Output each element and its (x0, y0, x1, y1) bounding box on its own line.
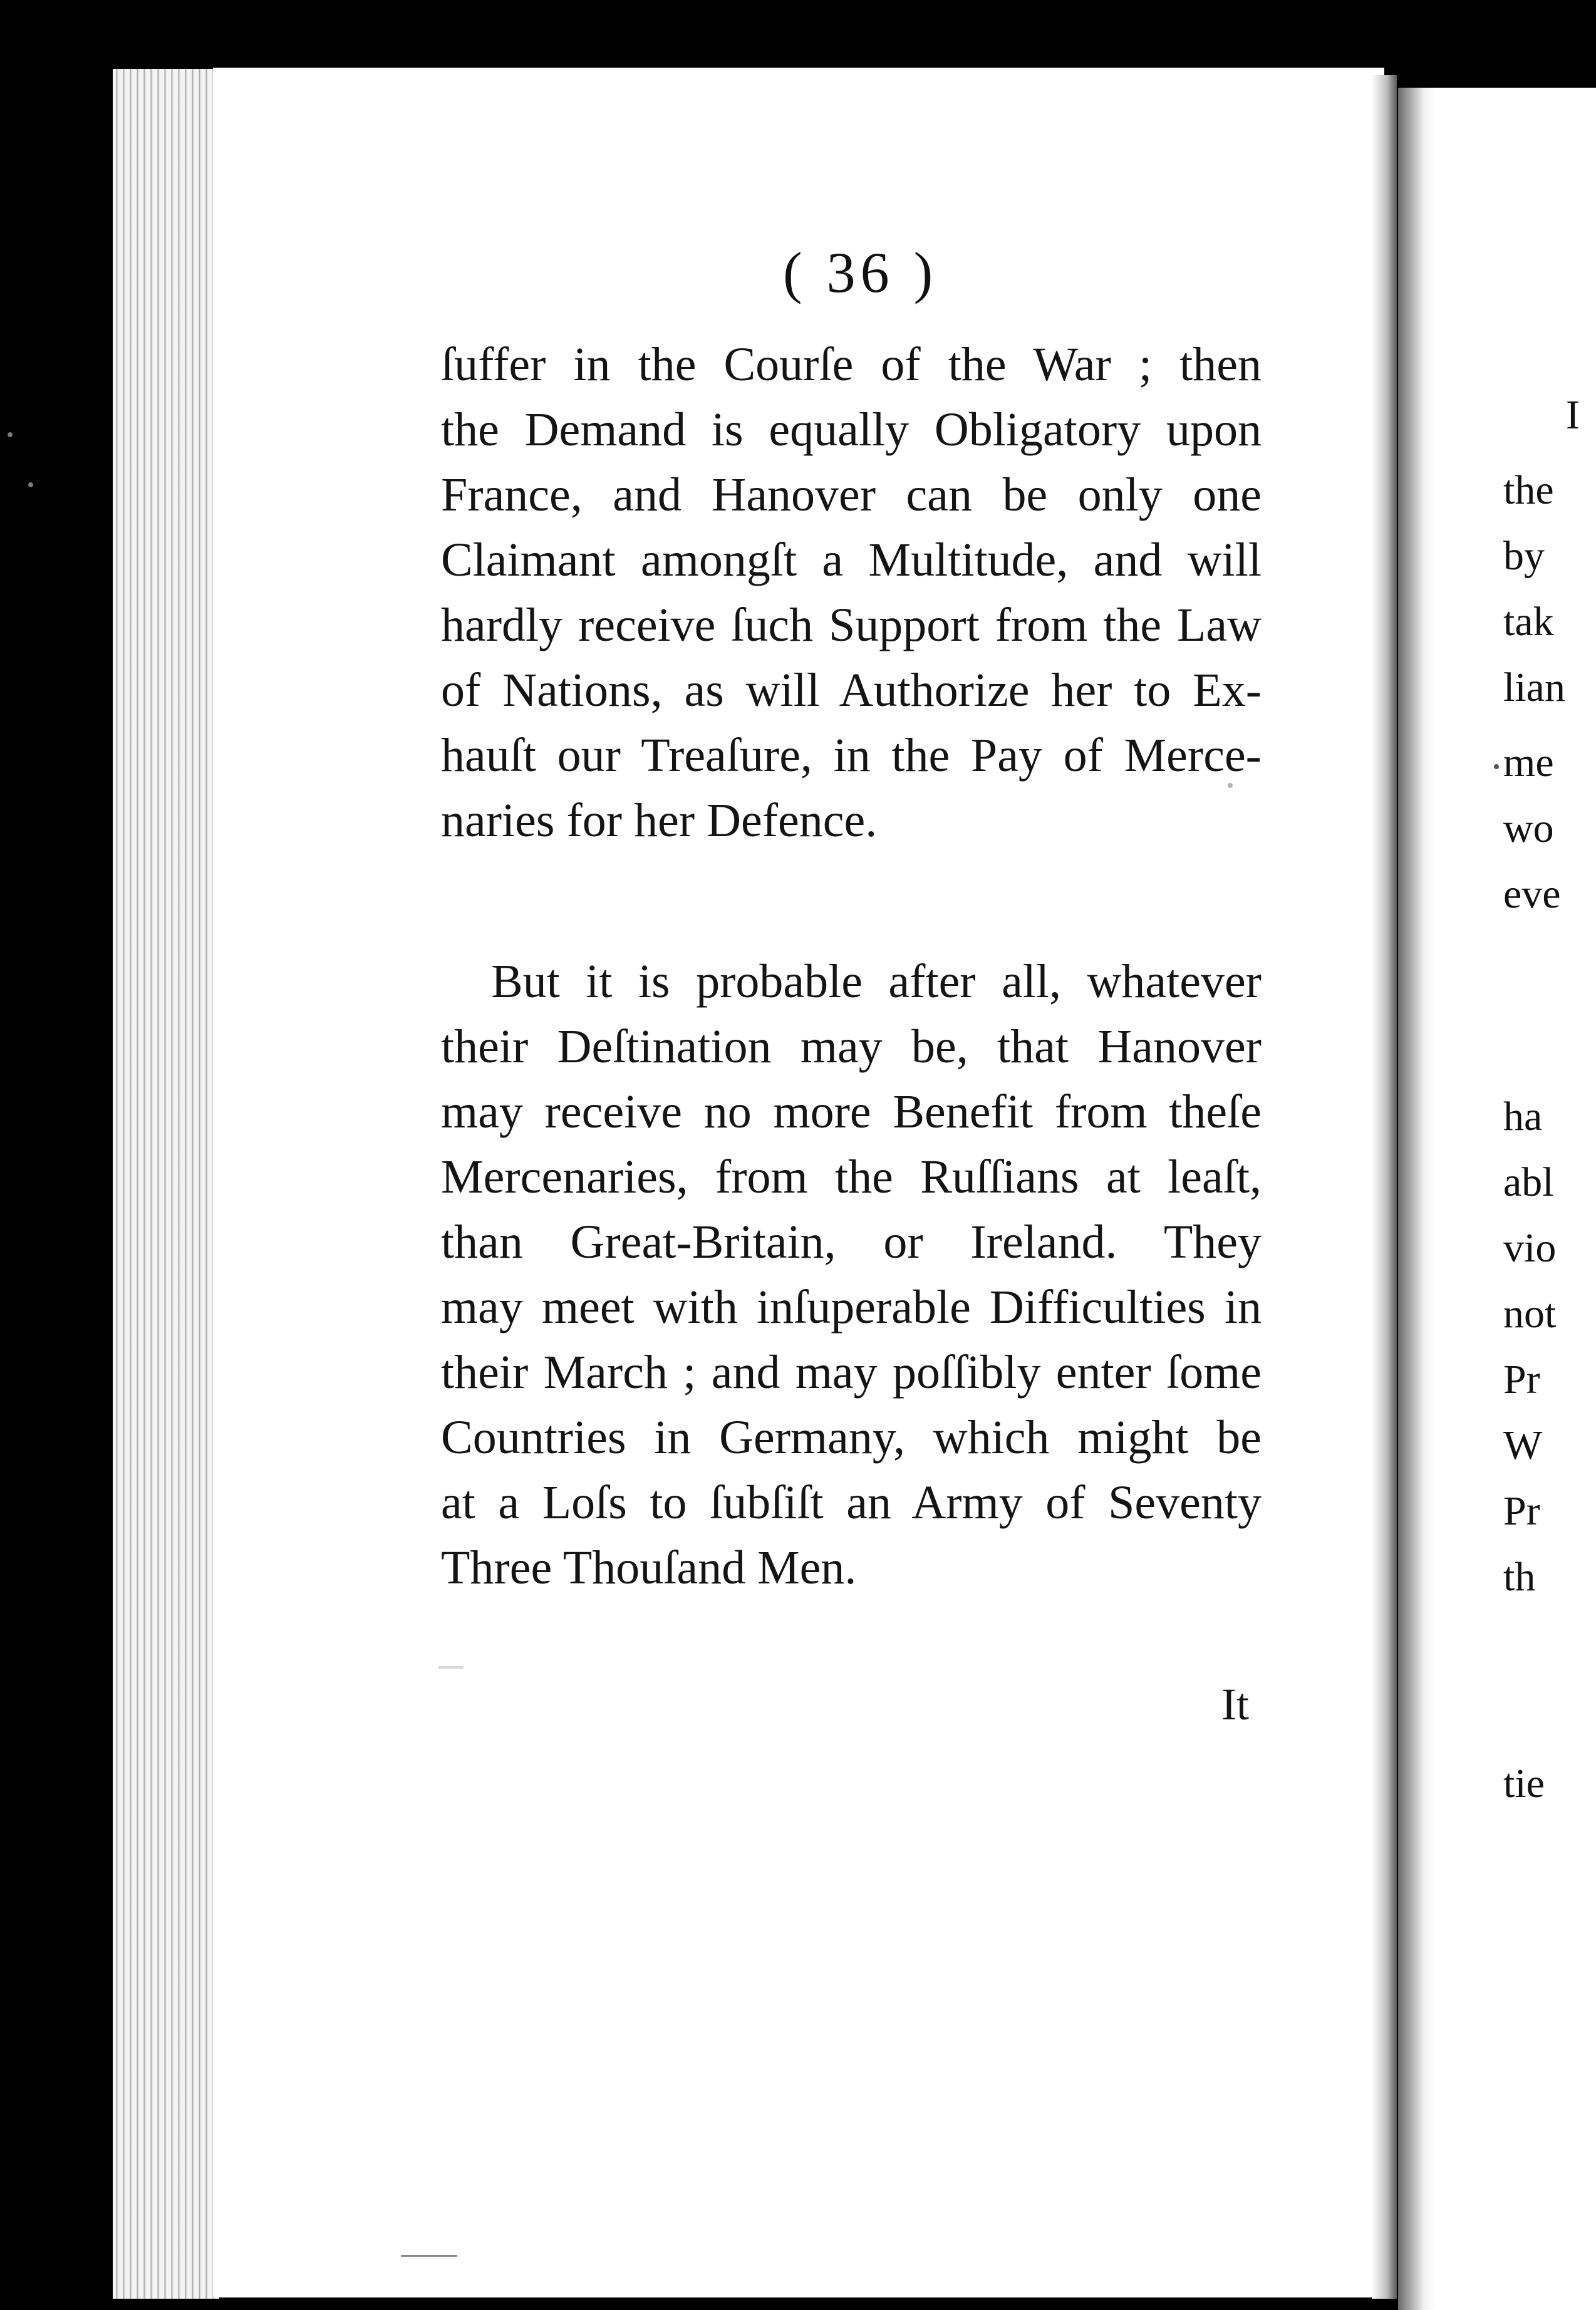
facing-page-fragment: Pr (1503, 1488, 1540, 1534)
ink-mark (438, 1666, 464, 1669)
facing-page-fragment: Pr (1503, 1357, 1540, 1402)
text-line: Three Thouſand Men. (441, 1541, 857, 1594)
facing-page-fragment: tie (1503, 1761, 1545, 1806)
facing-page-fragment: lian (1503, 665, 1565, 710)
facing-page-fragment: wo (1503, 805, 1554, 851)
text-line: Mercenaries, from the Ruſſians at leaſt, (441, 1151, 1262, 1203)
text-line: at a Loſs to ſubſiſt an Army of Seventy (441, 1476, 1262, 1529)
text-line: Claimant amongſt a Multitude, and will (441, 534, 1262, 586)
page-number: ( 36 ) (783, 241, 938, 304)
text-line: Countries in Germany, which might be (441, 1411, 1262, 1464)
page-gutter-shadow (1372, 75, 1397, 2299)
text-line: may receive no more Benefit from theſe (441, 1085, 1262, 1138)
paragraph-1 (441, 332, 1262, 853)
text-line: hauſt our Treaſure, in the Pay of Merce- (441, 729, 1262, 782)
facing-page-fragment: eve (1503, 871, 1561, 917)
text-line: may meet with inſuperable Difficulties in (441, 1281, 1262, 1334)
ink-speck (8, 432, 13, 437)
ink-speck (1494, 764, 1499, 769)
text-line: naries for her Defence. (441, 794, 878, 847)
facing-page-fragment: the (1503, 467, 1554, 513)
facing-page-fragment: not (1503, 1291, 1557, 1337)
ink-speck (28, 482, 33, 487)
text-line: hardly receive ſuch Support from the Law (441, 599, 1262, 651)
text-line: ſuffer in the Courſe of the War ; then (441, 338, 1262, 391)
text-line: their Deſtination may be, that Hanover (441, 1020, 1262, 1073)
text-line: France, and Hanover can be only one (441, 469, 1262, 521)
facing-page-fragment: th (1503, 1554, 1536, 1600)
catchword: It (1221, 1679, 1249, 1729)
ink-mark (401, 2255, 457, 2257)
facing-page-fragment: vio (1503, 1225, 1557, 1271)
text-line: But it is probable after all, whatever (491, 955, 1262, 1008)
book-page-edges (113, 69, 219, 2299)
text-line: than Great-Britain, or Ireland. They (441, 1216, 1262, 1268)
facing-page-fragment: ha (1503, 1094, 1543, 1139)
text-line: the Demand is equally Obligatory upon (441, 403, 1262, 456)
paragraph-2 (441, 949, 1262, 1600)
text-line: their March ; and may poſſibly enter ſome (441, 1346, 1262, 1399)
facing-page-gutter (1398, 88, 1436, 2310)
facing-page-fragment: by (1503, 533, 1545, 579)
text-line: of Nations, as will Authorize her to Ex- (441, 664, 1262, 717)
facing-page-fragment: abl (1503, 1159, 1554, 1205)
facing-page-fragment: tak (1503, 599, 1554, 645)
facing-page-fragment: I (1566, 392, 1580, 438)
facing-page-fragment: me (1503, 740, 1554, 785)
facing-page-fragment: W (1503, 1422, 1543, 1468)
